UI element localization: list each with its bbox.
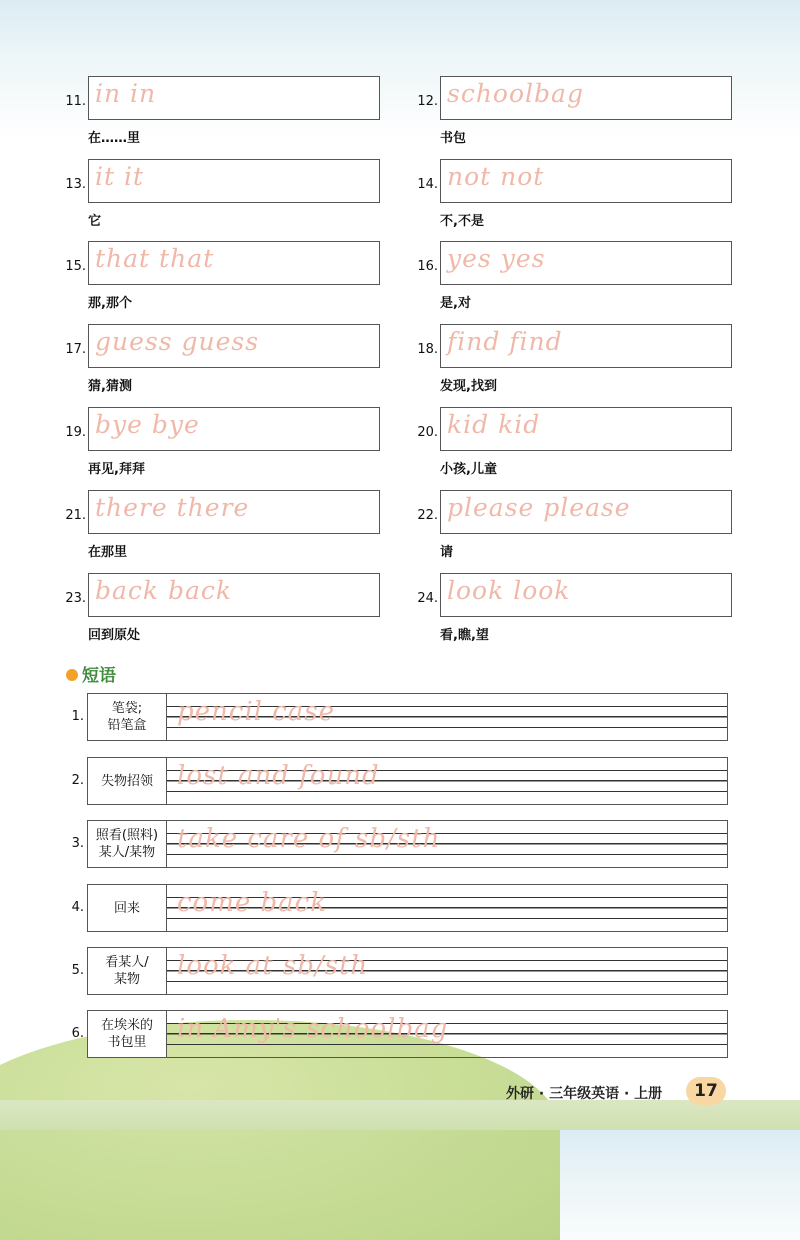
footer-grass-band xyxy=(0,1100,800,1130)
traced-word: back back xyxy=(95,576,233,605)
chinese-meaning: 发现,找到 xyxy=(440,379,497,394)
item-number: 24. xyxy=(417,591,438,606)
chinese-meaning: 请 xyxy=(440,545,454,560)
phrase-number: 5. xyxy=(71,963,84,978)
writing-lines[interactable] xyxy=(88,573,380,617)
word-item-23 xyxy=(60,573,360,643)
phrase-writing-lines[interactable] xyxy=(166,884,728,932)
word-item-18 xyxy=(412,324,712,394)
chinese-meaning: 书包 xyxy=(440,131,467,146)
phrase-number: 3. xyxy=(71,836,84,851)
word-item-11 xyxy=(60,76,360,146)
phrase-writing-lines[interactable] xyxy=(166,1010,728,1058)
traced-word: yes yes xyxy=(447,244,546,273)
item-number: 17. xyxy=(65,342,86,357)
traced-word: bye bye xyxy=(95,410,200,439)
item-number: 12. xyxy=(417,94,438,109)
chinese-meaning: 看,瞧,望 xyxy=(440,628,489,643)
writing-lines[interactable] xyxy=(88,324,380,368)
word-item-24 xyxy=(412,573,712,643)
item-number: 18. xyxy=(417,342,438,357)
traced-word: find find xyxy=(447,327,563,356)
traced-word: there there xyxy=(95,493,250,522)
item-number: 22. xyxy=(417,508,438,523)
phrase-number: 1. xyxy=(71,709,84,724)
phrase-writing-lines[interactable] xyxy=(166,757,728,805)
item-number: 13. xyxy=(65,177,86,192)
item-number: 14. xyxy=(417,177,438,192)
item-number: 15. xyxy=(65,259,86,274)
phrase-number: 4. xyxy=(71,900,84,915)
phrase-number: 2. xyxy=(71,773,84,788)
phrase-meaning: 在埃米的 书包里 xyxy=(87,1010,167,1058)
phrase-item-3 xyxy=(60,820,730,868)
phrase-item-4 xyxy=(60,884,730,932)
writing-lines[interactable] xyxy=(440,241,732,285)
word-item-13 xyxy=(60,159,360,229)
item-number: 11. xyxy=(65,94,86,109)
word-item-17 xyxy=(60,324,360,394)
phrase-item-6 xyxy=(60,1010,730,1058)
writing-lines[interactable] xyxy=(88,407,380,451)
traced-word: please please xyxy=(447,493,631,522)
traced-phrase: pencil case xyxy=(177,697,336,727)
traced-phrase: lost and found xyxy=(177,761,380,791)
word-item-20 xyxy=(412,407,712,477)
traced-word: guess guess xyxy=(95,327,260,356)
chinese-meaning: 在……里 xyxy=(88,131,141,146)
page-number-badge: 17 xyxy=(686,1077,726,1105)
word-item-22 xyxy=(412,490,712,560)
word-item-14 xyxy=(412,159,712,229)
section-title-text: 短语 xyxy=(82,666,116,686)
phrase-item-1 xyxy=(60,693,730,741)
traced-word: in in xyxy=(95,79,157,108)
item-number: 16. xyxy=(417,259,438,274)
phrase-meaning: 看某人/ 某物 xyxy=(87,947,167,995)
word-item-15 xyxy=(60,241,360,311)
writing-lines[interactable] xyxy=(440,573,732,617)
writing-lines[interactable] xyxy=(440,324,732,368)
writing-lines[interactable] xyxy=(440,159,732,203)
writing-lines[interactable] xyxy=(440,76,732,120)
chinese-meaning: 在那里 xyxy=(88,545,128,560)
item-number: 20. xyxy=(417,425,438,440)
phrase-writing-lines[interactable] xyxy=(166,820,728,868)
item-number: 23. xyxy=(65,591,86,606)
phrase-item-2 xyxy=(60,757,730,805)
chinese-meaning: 小孩,儿童 xyxy=(440,462,497,477)
chinese-meaning: 再见,拜拜 xyxy=(88,462,145,477)
chinese-meaning: 猜,猜测 xyxy=(88,379,132,394)
word-item-12 xyxy=(412,76,712,146)
chinese-meaning: 不,不是 xyxy=(440,214,484,229)
phrase-meaning: 失物招领 xyxy=(87,757,167,805)
writing-lines[interactable] xyxy=(440,490,732,534)
bullet-dot-icon xyxy=(66,669,78,681)
phrase-writing-lines[interactable] xyxy=(166,693,728,741)
writing-lines[interactable] xyxy=(88,76,380,120)
traced-phrase: in Amy's schoolbag xyxy=(177,1014,449,1044)
phrase-meaning: 笔袋; 铅笔盒 xyxy=(87,693,167,741)
writing-lines[interactable] xyxy=(440,407,732,451)
traced-word: look look xyxy=(447,576,571,605)
traced-word: not not xyxy=(447,162,545,191)
traced-phrase: take care of sb/sth xyxy=(177,824,441,854)
traced-word: that that xyxy=(95,244,215,273)
item-number: 19. xyxy=(65,425,86,440)
phrase-meaning: 照看(照料) 某人/某物 xyxy=(87,820,167,868)
writing-lines[interactable] xyxy=(88,490,380,534)
traced-word: it it xyxy=(95,162,145,191)
word-item-16 xyxy=(412,241,712,311)
book-title-footer: 外研 · 三年级英语 · 上册 xyxy=(506,1086,663,1102)
chinese-meaning: 它 xyxy=(88,214,102,229)
phrase-item-5 xyxy=(60,947,730,995)
phrase-number: 6. xyxy=(71,1026,84,1041)
traced-word: kid kid xyxy=(447,410,541,439)
item-number: 21. xyxy=(65,508,86,523)
section-title-phrases xyxy=(66,661,116,685)
phrase-writing-lines[interactable] xyxy=(166,947,728,995)
traced-word: schoolbag xyxy=(447,79,584,108)
phrase-meaning: 回来 xyxy=(87,884,167,932)
traced-phrase: look at sb/sth xyxy=(177,951,369,981)
word-item-19 xyxy=(60,407,360,477)
chinese-meaning: 那,那个 xyxy=(88,296,132,311)
chinese-meaning: 是,对 xyxy=(440,296,471,311)
writing-lines[interactable] xyxy=(88,241,380,285)
writing-lines[interactable] xyxy=(88,159,380,203)
word-item-21 xyxy=(60,490,360,560)
chinese-meaning: 回到原处 xyxy=(88,628,141,643)
traced-phrase: come back xyxy=(177,888,327,918)
